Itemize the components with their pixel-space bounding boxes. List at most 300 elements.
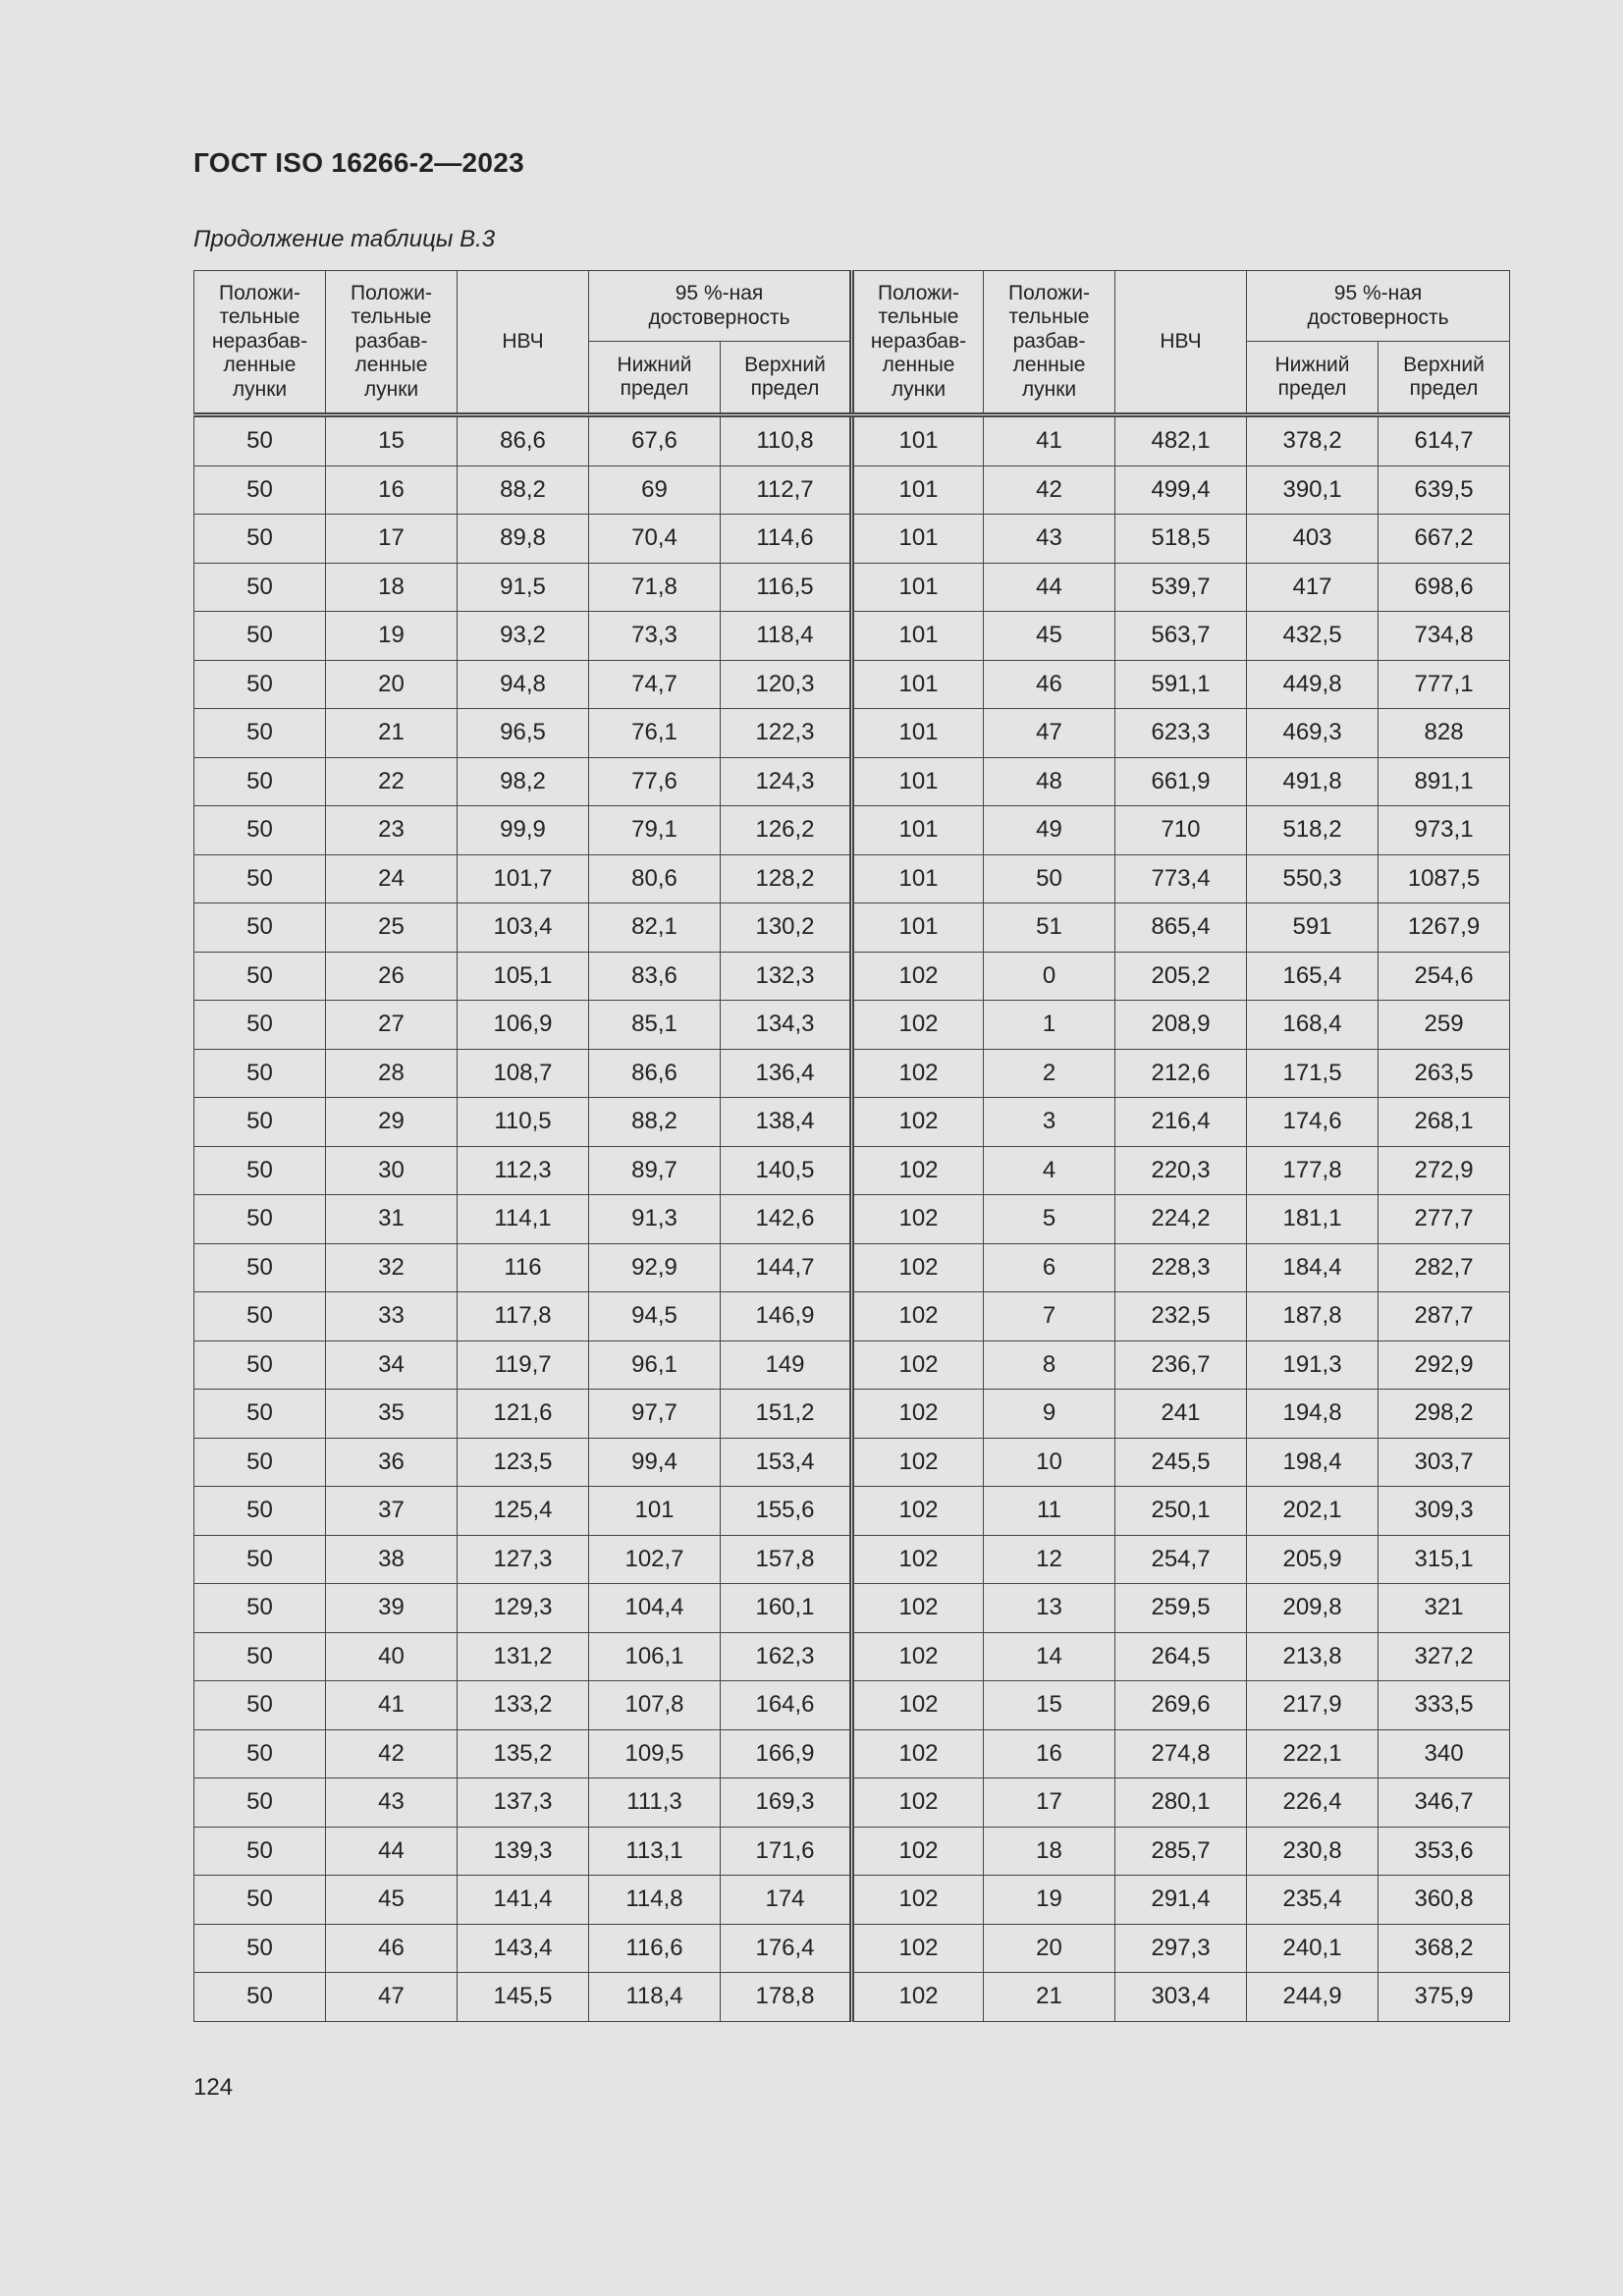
table-cell: 47: [326, 1973, 458, 2022]
table-cell: 176,4: [721, 1924, 852, 1973]
table-cell: 360,8: [1379, 1876, 1510, 1925]
table-cell: 114,8: [589, 1876, 721, 1925]
table-cell: 35: [326, 1390, 458, 1439]
table-cell: 224,2: [1115, 1195, 1247, 1244]
table-cell: 198,4: [1247, 1438, 1379, 1487]
table-cell: 254,7: [1115, 1535, 1247, 1584]
table-cell: 28: [326, 1049, 458, 1098]
table-cell: 94,5: [589, 1292, 721, 1341]
table-cell: 36: [326, 1438, 458, 1487]
table-cell: 113,1: [589, 1827, 721, 1876]
table-cell: 69: [589, 465, 721, 515]
table-cell: 282,7: [1379, 1243, 1510, 1292]
table-cell: 15: [326, 415, 458, 466]
table-cell: 48: [984, 757, 1115, 806]
table-cell: 285,7: [1115, 1827, 1247, 1876]
table-cell: 14: [984, 1632, 1115, 1681]
table-cell: 259,5: [1115, 1584, 1247, 1633]
table-cell: 5: [984, 1195, 1115, 1244]
table-cell: 116,5: [721, 563, 852, 612]
page-number: 124: [193, 2074, 234, 2101]
table-row: [194, 1243, 1510, 1292]
table-cell: 96,1: [589, 1340, 721, 1390]
table-cell: 71,8: [589, 563, 721, 612]
table-cell: 50: [194, 515, 326, 564]
header-positive-undiluted: [194, 271, 326, 415]
header-text: Положи- тельные разбав- ленные лунки: [350, 281, 432, 401]
table-cell: 181,1: [1247, 1195, 1379, 1244]
table-cell: 108,7: [458, 1049, 589, 1098]
table-cell: 73,3: [589, 612, 721, 661]
table-cell: 103,4: [458, 903, 589, 953]
table-cell: 177,8: [1247, 1146, 1379, 1195]
table-cell: 9: [984, 1390, 1115, 1439]
table-row: [194, 1146, 1510, 1195]
table-cell: 86,6: [589, 1049, 721, 1098]
table-cell: 240,1: [1247, 1924, 1379, 1973]
table-cell: 114,6: [721, 515, 852, 564]
table-cell: 499,4: [1115, 465, 1247, 515]
table-cell: 102: [852, 1632, 984, 1681]
table-row: [194, 465, 1510, 515]
table-cell: 45: [984, 612, 1115, 661]
table-cell: 131,2: [458, 1632, 589, 1681]
table-cell: 20: [984, 1924, 1115, 1973]
table-row: [194, 1390, 1510, 1439]
table-cell: 378,2: [1247, 415, 1379, 466]
table-cell: 102: [852, 1973, 984, 2022]
table-cell: 661,9: [1115, 757, 1247, 806]
table-cell: 244,9: [1247, 1973, 1379, 2022]
table-cell: 539,7: [1115, 563, 1247, 612]
header-text: НВЧ: [502, 329, 544, 353]
table-cell: 17: [984, 1778, 1115, 1828]
table-cell: 102,7: [589, 1535, 721, 1584]
table-cell: 491,8: [1247, 757, 1379, 806]
table-cell: 174,6: [1247, 1098, 1379, 1147]
table-cell: 107,8: [589, 1681, 721, 1730]
table-cell: 126,2: [721, 806, 852, 855]
table-cell: 563,7: [1115, 612, 1247, 661]
table-cell: 1: [984, 1001, 1115, 1050]
table-cell: 40: [326, 1632, 458, 1681]
table-cell: 432,5: [1247, 612, 1379, 661]
table-cell: 91,3: [589, 1195, 721, 1244]
table-cell: 50: [194, 1438, 326, 1487]
table-cell: 250,1: [1115, 1487, 1247, 1536]
table-cell: 205,2: [1115, 952, 1247, 1001]
table-cell: 118,4: [721, 612, 852, 661]
table-cell: 82,1: [589, 903, 721, 953]
header-text: НВЧ: [1160, 329, 1202, 353]
header-confidence: [589, 271, 852, 342]
table-cell: 98,2: [458, 757, 589, 806]
table-cell: 50: [194, 854, 326, 903]
table-row: [194, 1876, 1510, 1925]
table-cell: 259: [1379, 1001, 1510, 1050]
table-cell: 184,4: [1247, 1243, 1379, 1292]
table-cell: 891,1: [1379, 757, 1510, 806]
table-cell: 50: [194, 1584, 326, 1633]
table-cell: 171,6: [721, 1827, 852, 1876]
table-row: [194, 1195, 1510, 1244]
table-row: [194, 1924, 1510, 1973]
table-cell: 116,6: [589, 1924, 721, 1973]
table-cell: 865,4: [1115, 903, 1247, 953]
table-cell: 297,3: [1115, 1924, 1247, 1973]
table-cell: 15: [984, 1681, 1115, 1730]
table-cell: 76,1: [589, 709, 721, 758]
table-cell: 550,3: [1247, 854, 1379, 903]
table-cell: 10: [984, 1438, 1115, 1487]
table-cell: 102: [852, 1729, 984, 1778]
table-cell: 50: [194, 806, 326, 855]
table-cell: 303,7: [1379, 1438, 1510, 1487]
table-cell: 164,6: [721, 1681, 852, 1730]
table-caption: Продолжение таблицы В.3: [193, 226, 496, 252]
table-cell: 698,6: [1379, 563, 1510, 612]
table-cell: 79,1: [589, 806, 721, 855]
table-cell: 39: [326, 1584, 458, 1633]
table-cell: 18: [984, 1827, 1115, 1876]
table-cell: 149: [721, 1340, 852, 1390]
table-cell: 101,7: [458, 854, 589, 903]
table-cell: 274,8: [1115, 1729, 1247, 1778]
table-cell: 187,8: [1247, 1292, 1379, 1341]
header-mpn: [458, 271, 589, 415]
table-row: [194, 709, 1510, 758]
table-cell: 102: [852, 1681, 984, 1730]
table-cell: 50: [194, 1292, 326, 1341]
table-row: [194, 1681, 1510, 1730]
table-cell: 220,3: [1115, 1146, 1247, 1195]
table-cell: 96,5: [458, 709, 589, 758]
table-row: [194, 1292, 1510, 1341]
table-cell: 116: [458, 1243, 589, 1292]
table-cell: 277,7: [1379, 1195, 1510, 1244]
table-cell: 280,1: [1115, 1778, 1247, 1828]
table-row: [194, 757, 1510, 806]
table-cell: 91,5: [458, 563, 589, 612]
table-cell: 146,9: [721, 1292, 852, 1341]
table-cell: 24: [326, 854, 458, 903]
table-row: [194, 1340, 1510, 1390]
table-cell: 166,9: [721, 1729, 852, 1778]
table-cell: 232,5: [1115, 1292, 1247, 1341]
table-cell: 102: [852, 1390, 984, 1439]
table-cell: 174: [721, 1876, 852, 1925]
table-cell: 321: [1379, 1584, 1510, 1633]
table-cell: 143,4: [458, 1924, 589, 1973]
header-upper: [1379, 342, 1510, 415]
table-cell: 50: [194, 563, 326, 612]
table-cell: 112,7: [721, 465, 852, 515]
header-text: 95 %-ная достоверность: [648, 282, 790, 329]
table-row: [194, 515, 1510, 564]
table-cell: 88,2: [458, 465, 589, 515]
table-cell: 50: [194, 612, 326, 661]
table-cell: 99,4: [589, 1438, 721, 1487]
table-cell: 123,5: [458, 1438, 589, 1487]
table-cell: 101: [852, 854, 984, 903]
table-cell: 230,8: [1247, 1827, 1379, 1876]
table-cell: 1087,5: [1379, 854, 1510, 903]
table-cell: 102: [852, 1001, 984, 1050]
table-cell: 124,3: [721, 757, 852, 806]
table-cell: 13: [984, 1584, 1115, 1633]
table-cell: 44: [326, 1827, 458, 1876]
table-cell: 50: [194, 1146, 326, 1195]
data-table: [193, 270, 1510, 2022]
header-lower: [1247, 342, 1379, 415]
table-cell: 315,1: [1379, 1535, 1510, 1584]
table-cell: 263,5: [1379, 1049, 1510, 1098]
table-cell: 50: [194, 415, 326, 466]
table-cell: 128,2: [721, 854, 852, 903]
table-cell: 110,5: [458, 1098, 589, 1147]
table-cell: 269,6: [1115, 1681, 1247, 1730]
table-cell: 23: [326, 806, 458, 855]
table-row: [194, 612, 1510, 661]
table-cell: 50: [194, 1827, 326, 1876]
table-cell: 89,7: [589, 1146, 721, 1195]
table-cell: 119,7: [458, 1340, 589, 1390]
table-cell: 209,8: [1247, 1584, 1379, 1633]
table-cell: 45: [326, 1876, 458, 1925]
table-cell: 120,3: [721, 660, 852, 709]
table-cell: 106,1: [589, 1632, 721, 1681]
table-cell: 191,3: [1247, 1340, 1379, 1390]
table-cell: 51: [984, 903, 1115, 953]
table-row: [194, 903, 1510, 953]
table-cell: 102: [852, 1924, 984, 1973]
table-cell: 46: [984, 660, 1115, 709]
table-cell: 101: [852, 465, 984, 515]
table-cell: 88,2: [589, 1098, 721, 1147]
table-cell: 303,4: [1115, 1973, 1247, 2022]
table-cell: 50: [194, 1001, 326, 1050]
table-cell: 734,8: [1379, 612, 1510, 661]
table-cell: 101: [852, 757, 984, 806]
table-cell: 205,9: [1247, 1535, 1379, 1584]
table-cell: 144,7: [721, 1243, 852, 1292]
table-cell: 130,2: [721, 903, 852, 953]
table-cell: 141,4: [458, 1876, 589, 1925]
table-row: [194, 415, 1510, 466]
table-cell: 135,2: [458, 1729, 589, 1778]
table-cell: 235,4: [1247, 1876, 1379, 1925]
table-cell: 102: [852, 1049, 984, 1098]
table-cell: 169,3: [721, 1778, 852, 1828]
table-cell: 129,3: [458, 1584, 589, 1633]
header-positive-diluted: [984, 271, 1115, 415]
header-text: Положи- тельные неразбав- ленные лунки: [211, 281, 308, 401]
table-cell: 109,5: [589, 1729, 721, 1778]
table-cell: 353,6: [1379, 1827, 1510, 1876]
table-row: [194, 1049, 1510, 1098]
table-cell: 111,3: [589, 1778, 721, 1828]
table-cell: 4: [984, 1146, 1115, 1195]
table-cell: 31: [326, 1195, 458, 1244]
table-cell: 145,5: [458, 1973, 589, 2022]
table-cell: 226,4: [1247, 1778, 1379, 1828]
table-cell: 340: [1379, 1729, 1510, 1778]
header-positive-undiluted: [852, 271, 984, 415]
table-cell: 44: [984, 563, 1115, 612]
table-cell: 591: [1247, 903, 1379, 953]
table-row: [194, 1827, 1510, 1876]
table-cell: 157,8: [721, 1535, 852, 1584]
table-cell: 973,1: [1379, 806, 1510, 855]
table-row: [194, 1535, 1510, 1584]
table-cell: 50: [194, 1487, 326, 1536]
table-cell: 102: [852, 1098, 984, 1147]
table-cell: 122,3: [721, 709, 852, 758]
table-row: [194, 1487, 1510, 1536]
table-cell: 102: [852, 1243, 984, 1292]
table-cell: 773,4: [1115, 854, 1247, 903]
table-cell: 50: [194, 1535, 326, 1584]
table-cell: 194,8: [1247, 1390, 1379, 1439]
table-cell: 390,1: [1247, 465, 1379, 515]
table-cell: 828: [1379, 709, 1510, 758]
header-text: Нижний предел: [617, 353, 692, 400]
table-cell: 102: [852, 1195, 984, 1244]
table-cell: 118,4: [589, 1973, 721, 2022]
table-cell: 101: [852, 415, 984, 466]
table-cell: 19: [326, 612, 458, 661]
table-cell: 105,1: [458, 952, 589, 1001]
table-cell: 83,6: [589, 952, 721, 1001]
table-cell: 469,3: [1247, 709, 1379, 758]
table-cell: 101: [852, 806, 984, 855]
table-cell: 213,8: [1247, 1632, 1379, 1681]
table-cell: 112,3: [458, 1146, 589, 1195]
table-cell: 268,1: [1379, 1098, 1510, 1147]
table-cell: 0: [984, 952, 1115, 1001]
table-cell: 32: [326, 1243, 458, 1292]
table-body: [194, 415, 1510, 2022]
table-cell: 121,6: [458, 1390, 589, 1439]
table-cell: 137,3: [458, 1778, 589, 1828]
table-cell: 102: [852, 1146, 984, 1195]
table-cell: 50: [194, 1924, 326, 1973]
table-cell: 102: [852, 1487, 984, 1536]
table-cell: 136,4: [721, 1049, 852, 1098]
table-cell: 20: [326, 660, 458, 709]
table-cell: 6: [984, 1243, 1115, 1292]
table-cell: 125,4: [458, 1487, 589, 1536]
table-row: [194, 1584, 1510, 1633]
table-cell: 86,6: [458, 415, 589, 466]
table-cell: 18: [326, 563, 458, 612]
table-cell: 106,9: [458, 1001, 589, 1050]
table-cell: 102: [852, 1340, 984, 1390]
header-text: Верхний предел: [1403, 353, 1485, 400]
table-cell: 70,4: [589, 515, 721, 564]
table-cell: 50: [194, 1681, 326, 1730]
table-cell: 102: [852, 1535, 984, 1584]
table-cell: 160,1: [721, 1584, 852, 1633]
table-cell: 50: [194, 952, 326, 1001]
table-cell: 92,9: [589, 1243, 721, 1292]
table-cell: 127,3: [458, 1535, 589, 1584]
table-cell: 222,1: [1247, 1729, 1379, 1778]
table-cell: 30: [326, 1146, 458, 1195]
table-cell: 50: [194, 1243, 326, 1292]
table-cell: 101: [852, 709, 984, 758]
table-cell: 777,1: [1379, 660, 1510, 709]
table-cell: 142,6: [721, 1195, 852, 1244]
table-row: [194, 1778, 1510, 1828]
document-title: ГОСТ ISO 16266-2—2023: [193, 147, 525, 178]
table-cell: 114,1: [458, 1195, 589, 1244]
table-cell: 50: [194, 465, 326, 515]
table-cell: 50: [194, 1098, 326, 1147]
table-row: [194, 563, 1510, 612]
table-cell: 591,1: [1115, 660, 1247, 709]
table-cell: 298,2: [1379, 1390, 1510, 1439]
table-cell: 85,1: [589, 1001, 721, 1050]
data-table-container: [193, 270, 1509, 2022]
table-row: [194, 1098, 1510, 1147]
table-cell: 102: [852, 952, 984, 1001]
table-cell: 133,2: [458, 1681, 589, 1730]
table-cell: 614,7: [1379, 415, 1510, 466]
table-cell: 67,6: [589, 415, 721, 466]
table-cell: 50: [194, 757, 326, 806]
table-cell: 1267,9: [1379, 903, 1510, 953]
table-cell: 254,6: [1379, 952, 1510, 1001]
table-cell: 212,6: [1115, 1049, 1247, 1098]
table-cell: 309,3: [1379, 1487, 1510, 1536]
table-cell: 138,4: [721, 1098, 852, 1147]
table-cell: 102: [852, 1827, 984, 1876]
table-cell: 667,2: [1379, 515, 1510, 564]
table-cell: 16: [326, 465, 458, 515]
table-cell: 417: [1247, 563, 1379, 612]
table-cell: 50: [194, 1729, 326, 1778]
table-cell: 132,3: [721, 952, 852, 1001]
table-cell: 228,3: [1115, 1243, 1247, 1292]
table-row: [194, 1632, 1510, 1681]
table-cell: 217,9: [1247, 1681, 1379, 1730]
table-cell: 46: [326, 1924, 458, 1973]
table-cell: 102: [852, 1876, 984, 1925]
table-cell: 117,8: [458, 1292, 589, 1341]
table-cell: 50: [194, 1049, 326, 1098]
table-cell: 50: [194, 709, 326, 758]
table-cell: 12: [984, 1535, 1115, 1584]
table-cell: 101: [589, 1487, 721, 1536]
table-cell: 482,1: [1115, 415, 1247, 466]
table-cell: 29: [326, 1098, 458, 1147]
table-cell: 403: [1247, 515, 1379, 564]
table-cell: 102: [852, 1584, 984, 1633]
table-cell: 162,3: [721, 1632, 852, 1681]
table-row: [194, 952, 1510, 1001]
table-cell: 153,4: [721, 1438, 852, 1487]
table-cell: 292,9: [1379, 1340, 1510, 1390]
table-row: [194, 1729, 1510, 1778]
table-row: [194, 1001, 1510, 1050]
table-cell: 50: [984, 854, 1115, 903]
table-cell: 2: [984, 1049, 1115, 1098]
table-cell: 139,3: [458, 1827, 589, 1876]
table-cell: 171,5: [1247, 1049, 1379, 1098]
header-positive-diluted: [326, 271, 458, 415]
table-cell: 102: [852, 1292, 984, 1341]
